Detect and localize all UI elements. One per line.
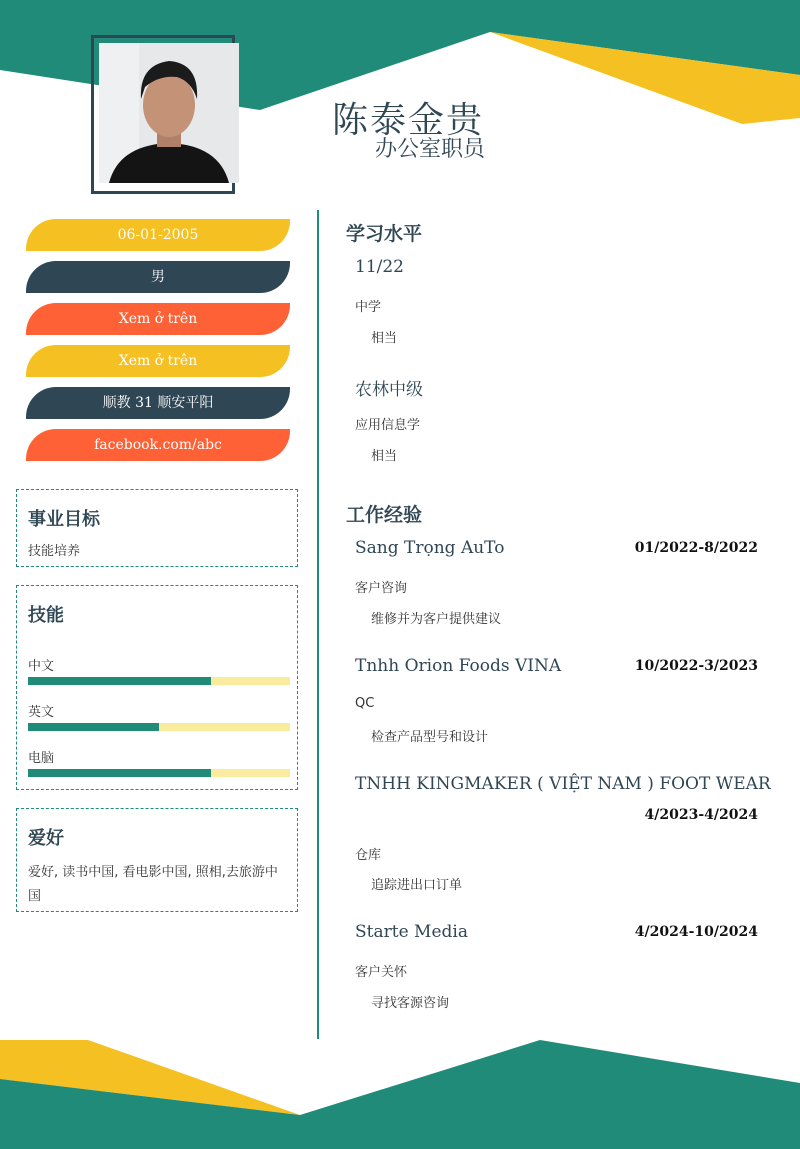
experience-description: 检查产品型号和设计: [371, 730, 489, 745]
experience-description: 追踪进出口订单: [371, 878, 463, 893]
experience-position: 仓库: [355, 848, 382, 863]
experience-period: 4/2023-4/2024: [644, 807, 758, 823]
experience-heading: 工作经验: [346, 504, 423, 526]
skill-bar-fill: [28, 723, 159, 731]
birthdate-pill: 06-01-2005: [26, 219, 290, 251]
objective-box: [16, 489, 298, 567]
skill-name: 电脑: [28, 751, 55, 766]
education-school: 应用信息学: [355, 418, 421, 433]
experience-company: TNHH KINGMAKER ( VIỆT NAM ) FOOT WEAR: [355, 774, 771, 794]
hobbies-text: 爱好, 读书中国, 看电影中国, 照相,去旅游中国: [28, 865, 278, 904]
address-pill: 顺教 31 顺安平阳: [26, 387, 290, 419]
experience-company: Tnhh Orion Foods VINA: [355, 656, 562, 676]
experience-company: Starte Media: [355, 922, 468, 942]
experience-period: 4/2024-10/2024: [634, 924, 758, 940]
candidate-name: 陈泰金贵: [332, 100, 485, 141]
skill-bar: [28, 723, 290, 731]
experience-position: 客户关怀: [355, 965, 408, 980]
experience-period: 01/2022-8/2022: [634, 540, 758, 556]
experience-period: 10/2022-3/2023: [634, 658, 758, 674]
education-result: 相当: [371, 449, 398, 464]
education-date: 农林中级: [355, 380, 423, 400]
skill-bar-fill: [28, 677, 211, 685]
phone-pill: Xem ở trên: [26, 303, 290, 335]
skills-heading: 技能: [28, 605, 64, 626]
objective-heading: 事业目标: [28, 509, 100, 530]
skills-box: [16, 585, 298, 790]
skill-bar: [28, 677, 290, 685]
skill-name: 英文: [28, 705, 55, 720]
experience-position: QC: [355, 696, 375, 711]
website-pill: facebook.com/abc: [26, 429, 290, 461]
column-divider: [317, 210, 319, 1039]
candidate-title: 办公室职员: [375, 137, 486, 162]
hobbies-heading: 爱好: [28, 828, 64, 849]
experience-company: Sang Trọng AuTo: [355, 538, 505, 558]
skill-bar: [28, 769, 290, 777]
education-heading: 学习水平: [346, 223, 423, 245]
objective-text: 技能培养: [28, 544, 81, 559]
education-result: 相当: [371, 331, 398, 346]
profile-photo: [99, 43, 239, 183]
gender-pill: 男: [26, 261, 290, 293]
experience-position: 客户咨询: [355, 581, 408, 596]
education-date: 11/22: [355, 257, 404, 277]
hobbies-box: [16, 808, 298, 912]
experience-description: 寻找客源咨询: [371, 996, 450, 1011]
skill-name: 中文: [28, 659, 55, 674]
education-school: 中学: [355, 300, 382, 315]
email-pill: Xem ở trên: [26, 345, 290, 377]
skill-bar-fill: [28, 769, 211, 777]
experience-description: 维修并为客户提供建议: [371, 612, 502, 627]
